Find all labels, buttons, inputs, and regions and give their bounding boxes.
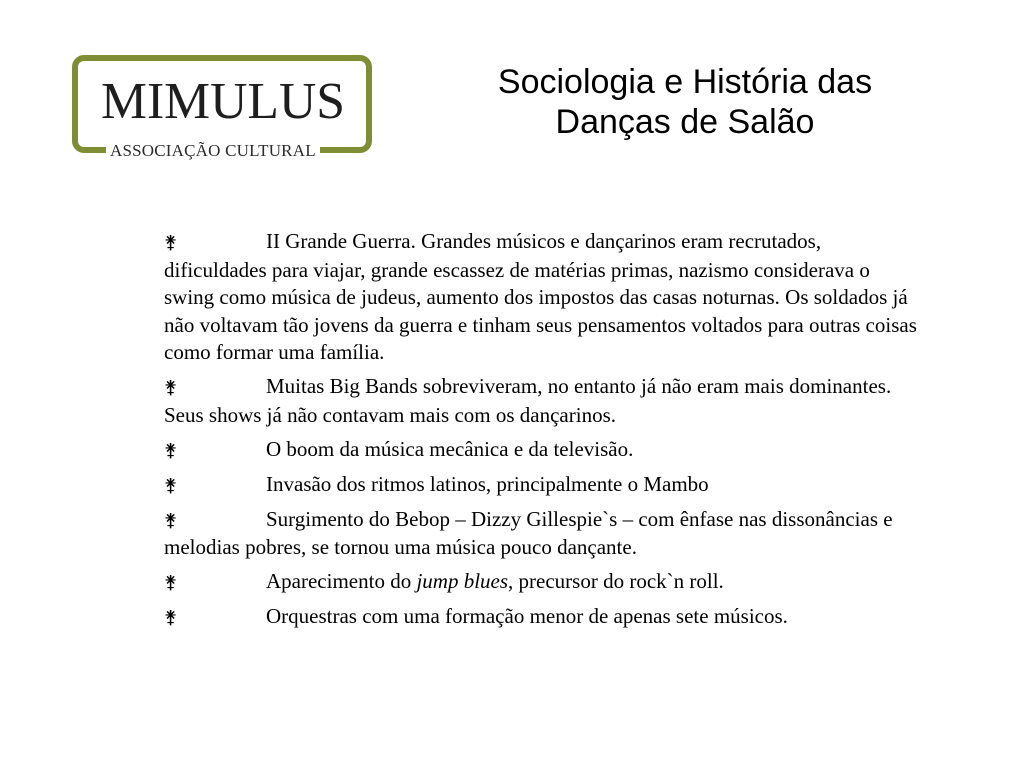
- svg-text:MIMULUS: MIMULUS: [101, 73, 345, 125]
- item-text-pre: Aparecimento do: [266, 569, 417, 593]
- list-item: [164, 373, 924, 429]
- item-text: II Grande Guerra. Grandes músicos e dançarinos eram recrutados, dificuldades para viajar, grande escassez de matérias primas, nazismo considerava o swing como música de judeus, aumento dos impostos das casas noturnas. Os soldados já não voltavam tão jovens da guerra e tinham seus pensamentos voltados para outras coisas como formar uma família.: [164, 229, 917, 364]
- item-text: O boom da música mecânica e da televisão.: [266, 436, 634, 461]
- bullet-icon: ⚵: [164, 232, 178, 253]
- list-item: [164, 228, 924, 367]
- mimulus-logo: [72, 55, 372, 160]
- title-line-1: Sociologia e História das: [497, 63, 873, 101]
- title-line-2: Danças de Salão: [555, 103, 815, 141]
- bullet-icon: ⚵: [164, 474, 178, 496]
- bullet-icon: ⚵: [164, 572, 178, 593]
- item-text-italic: jump blues: [416, 569, 509, 593]
- bullet-icon: ⚵: [164, 509, 178, 531]
- bullet-icon: ⚵: [164, 377, 178, 398]
- list-item: [164, 603, 924, 632]
- bullet-icon: ⚵: [164, 607, 178, 628]
- item-text: Surgimento do Bebop – Dizzy Gillespie`s – com ênfase nas dissonâncias e melodias pobres, se tornou uma música pouco dançante.: [164, 506, 893, 559]
- item-text: Invasão dos ritmos latinos, principalmente o Mambo: [266, 471, 709, 496]
- bullet-icon: ⚵: [164, 439, 178, 461]
- bullet-list: [164, 228, 924, 638]
- list-item: [164, 568, 924, 597]
- list-item: [164, 436, 924, 465]
- logo-subtitle: ASSOCIAÇÃO CULTURAL: [106, 141, 320, 161]
- slide-title: [440, 62, 930, 142]
- list-item: [164, 471, 924, 500]
- list-item: [164, 506, 924, 562]
- item-text: Orquestras com uma formação menor de apenas sete músicos.: [266, 604, 788, 628]
- item-text: Muitas Big Bands sobreviveram, no entanto já não eram mais dominantes. Seus shows já não contavam mais com os dançarinos.: [164, 374, 892, 427]
- mimulus-wordmark: [98, 73, 348, 125]
- item-text-post: , precursor do rock`n roll.: [508, 569, 724, 593]
